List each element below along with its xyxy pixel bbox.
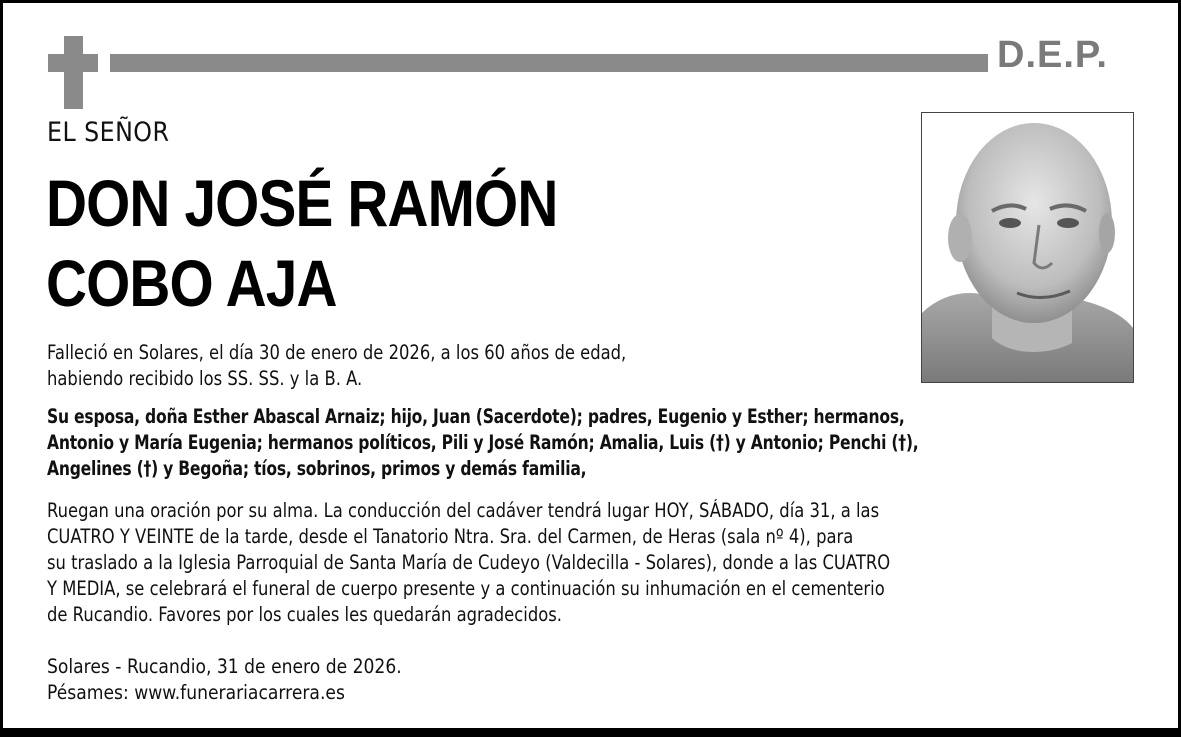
cross-icon-vertical (64, 36, 83, 109)
family-line: Su esposa, doña Esther Abascal Arnaiz; hijo, Juan (Sacerdote); padres, Eugenio y Esther; hermanos, (47, 405, 905, 428)
honorific: EL SEÑOR (47, 117, 170, 148)
service-line: CUATRO Y VEINTE de la tarde, desde el Tanatorio Ntra. Sra. del Carmen, de Heras (sala nº 4), para (47, 525, 854, 548)
family-line: Angelines (†) y Begoña; tíos, sobrinos, primos y demás familia, (47, 457, 587, 480)
death-notice (47, 340, 626, 392)
service-line: de Rucandio. Favores por los cuales les quedarán agradecidos. (47, 603, 562, 626)
cross-icon-horizontal (48, 54, 98, 72)
place-date: Solares - Rucandio, 31 de enero de 2026. (47, 655, 402, 678)
service-line: su traslado a la Iglesia Parroquial de Santa María de Cudeyo (Valdecilla - Solares), donde a las CUATRO (47, 551, 891, 574)
dep-label: D.E.P. (997, 34, 1108, 76)
family-line: Antonio y María Eugenia; hermanos políticos, Pili y José Ramón; Amalia, Luis (†) y Antonio; Penchi (†), (47, 431, 919, 454)
portrait-photo (921, 112, 1134, 383)
deceased-name-line1: DON JOSÉ RAMÓN (46, 166, 558, 240)
death-notice-line: Falleció en Solares, el día 30 de enero de 2026, a los 60 años de edad, (47, 341, 627, 364)
service-line: Ruegan una oración por su alma. La conducción del cadáver tendrá lugar HOY, SÁBADO, día 31, a las (47, 499, 880, 522)
header-rule (110, 54, 988, 72)
death-notice-line: habiendo recibido los SS. SS. y la B. A. (47, 367, 363, 390)
family-list (47, 404, 918, 482)
service-details (47, 498, 890, 628)
bottom-border (0, 728, 1181, 737)
service-line: Y MEDIA, se celebrará el funeral de cuerpo presente y a continuación su inhumación en el cementerio (47, 577, 885, 600)
portrait-image (922, 113, 1133, 382)
footer (47, 654, 402, 706)
condolences-link[interactable]: Pésames: www.funerariacarrera.es (47, 681, 345, 704)
deceased-name-line2: COBO AJA (46, 246, 337, 320)
